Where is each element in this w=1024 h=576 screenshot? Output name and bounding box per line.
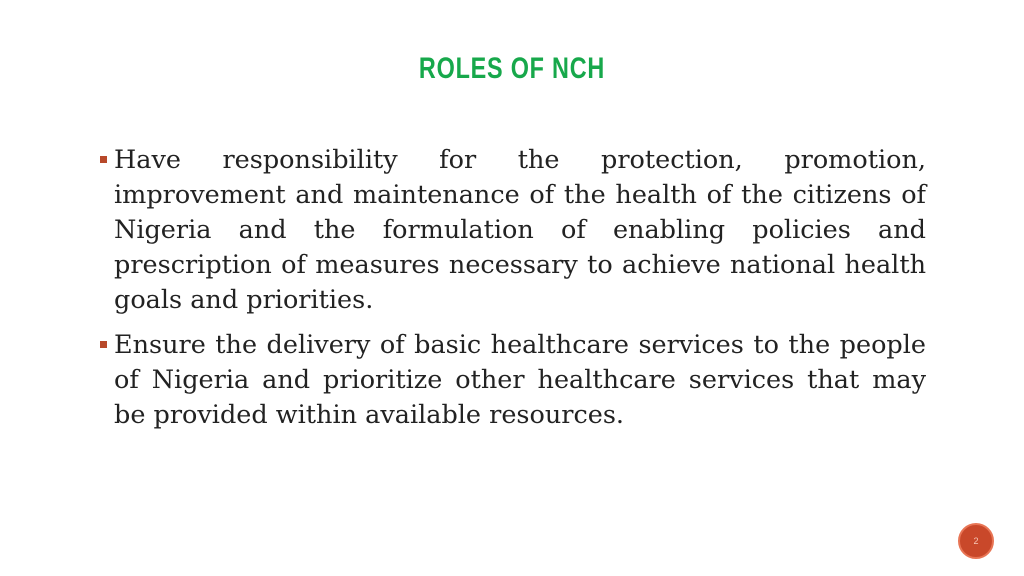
page-number-badge: 2	[958, 523, 994, 559]
bullet-text: Ensure the delivery of basic healthcare services to the people of Nigeria and prioritize other healthcare services that may be provided within available resources.	[114, 330, 926, 430]
square-bullet-icon	[100, 156, 107, 163]
square-bullet-icon	[100, 341, 107, 348]
bullet-item	[98, 143, 926, 318]
slide-title: ROLES OF NCH	[418, 52, 606, 85]
bullet-list	[98, 143, 926, 443]
bullet-text: Have responsibility for the protection, promotion, improvement and maintenance of the health of the citizens of Nigeria and the formulation of enabling policies and prescription of measures necessary to achieve national health goals and priorities.	[114, 145, 926, 315]
bullet-item	[98, 328, 926, 433]
